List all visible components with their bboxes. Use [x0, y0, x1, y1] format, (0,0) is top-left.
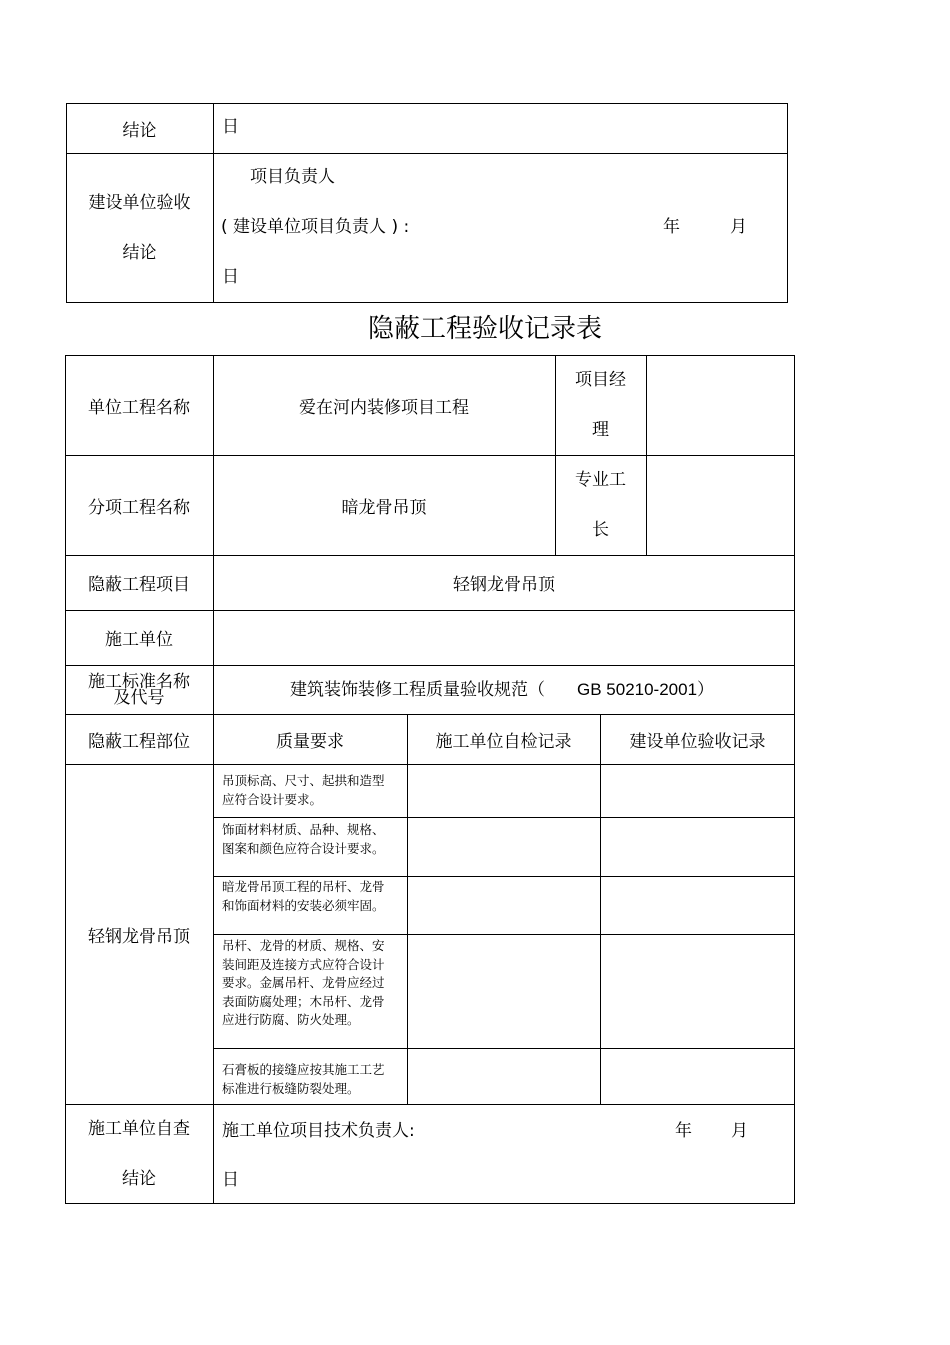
conclusion-day: 日	[222, 117, 239, 137]
requirement-text: 石膏板的接缝应按其施工工艺标准进行板缝防裂处理。	[222, 1062, 385, 1096]
owner-day: 日	[222, 267, 239, 287]
self-check-cell[interactable]	[407, 764, 600, 817]
standard-value: 建筑装饰装修工程质量验收规范（	[290, 680, 545, 700]
owner-check-cell[interactable]	[600, 934, 795, 1048]
part-value: 轻钢龙骨吊顶	[88, 926, 190, 947]
requirement-text: 吊杆、龙骨的材质、规格、安装间距及连接方式应符合设计要求。金属吊杆、龙骨应经过表面防腐处理；木吊杆、龙骨应进行防腐、防火处理。	[222, 938, 385, 1027]
owner-check-cell[interactable]	[600, 764, 795, 817]
hidden-item-label: 隐蔽工程项目	[88, 575, 190, 595]
hidden-item-value: 轻钢龙骨吊顶	[453, 575, 555, 595]
pm-label: 项目经 理	[575, 370, 626, 440]
standard-code: GB 50210-2001）	[577, 680, 715, 699]
owner-check-cell[interactable]	[600, 1048, 795, 1104]
owner-pm-label: 项目负责人	[250, 167, 335, 187]
requirement-text: 饰面材料材质、品种、规格、图案和颜色应符合设计要求。	[222, 822, 385, 856]
header-quality: 质量要求	[276, 731, 344, 752]
page-title: 隐蔽工程验收记录表	[368, 314, 603, 344]
header-self-check: 施工单位自检记录	[435, 731, 572, 752]
self-day: 日	[222, 1170, 239, 1190]
self-month: 月	[731, 1121, 748, 1141]
header-part: 隐蔽工程部位	[88, 731, 190, 752]
owner-year: 年	[663, 217, 680, 237]
pm-value	[646, 355, 795, 455]
unit-project-value: 爱在河内装修项目工程	[299, 397, 469, 418]
requirement-text: 吊顶标高、尺寸、起拱和造型应符合设计要求。	[222, 773, 385, 807]
top-table-col-divider	[213, 103, 214, 303]
header-owner-check: 建设单位验收记录	[629, 731, 766, 752]
requirement-text: 暗龙骨吊顶工程的吊杆、龙骨和饰面材料的安装必须牢固。	[222, 879, 385, 913]
contractor-label: 施工单位	[105, 630, 173, 650]
conclusion-label: 结论	[122, 120, 157, 141]
self-check-cell[interactable]	[407, 1048, 600, 1104]
self-check-cell[interactable]	[407, 876, 600, 934]
self-check-cell[interactable]	[407, 817, 600, 876]
owner-pm-sign: ( 建设单位项目负责人 ) :	[221, 217, 410, 237]
owner-month: 月	[730, 217, 747, 237]
standard-label: 施工标准名称 及代号	[88, 671, 190, 708]
owner-conclusion-label: 建设单位验收 结论	[88, 193, 191, 263]
foreman-value	[646, 455, 795, 555]
tech-lead-label: 施工单位项目技术负责人:	[222, 1121, 415, 1141]
contractor-value	[213, 610, 795, 665]
self-year: 年	[675, 1121, 692, 1141]
owner-check-cell[interactable]	[600, 817, 795, 876]
foreman-label: 专业工 长	[575, 470, 626, 540]
sub-project-value: 暗龙骨吊顶	[341, 497, 427, 518]
self-conclusion-label: 施工单位自查 结论	[88, 1119, 190, 1189]
unit-project-label: 单位工程名称	[88, 397, 190, 418]
sub-project-label: 分项工程名称	[88, 497, 190, 518]
owner-check-cell[interactable]	[600, 876, 795, 934]
self-check-cell[interactable]	[407, 934, 600, 1048]
